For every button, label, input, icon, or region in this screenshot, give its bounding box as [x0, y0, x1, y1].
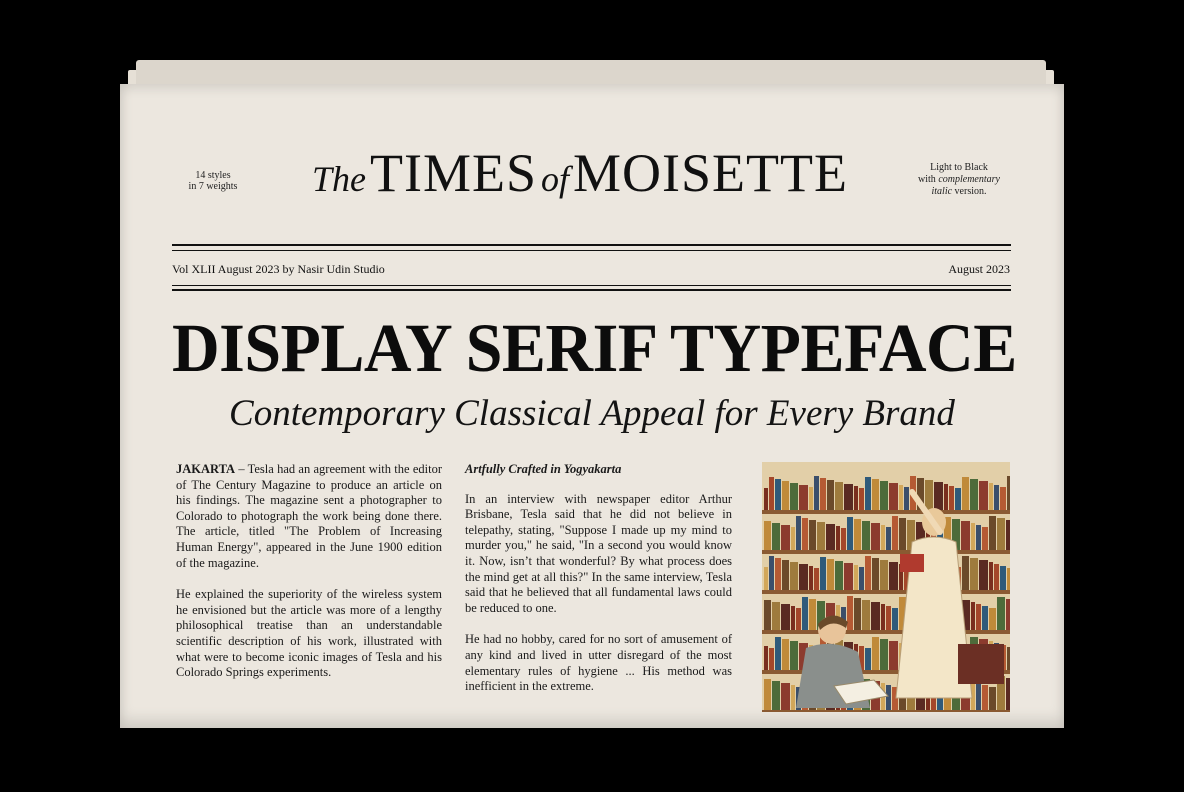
book-spine [971, 523, 975, 550]
book-spine [769, 648, 774, 670]
article-paragraph: In an interview with newspaper editor Arthur Brisbane, Tesla said that he did not believe in telepathy, stating, "Suppose I made up my mind to murder you," he said, "In a second you would know it. Now, isn’t that wonderful? By what process does the mind get at all this?" In the same interview, Tesla said that he believed that all fundamental laws could be reduced to one. [465, 491, 732, 615]
book-spine [989, 608, 996, 630]
book-spine [979, 481, 988, 510]
book-spine [865, 477, 871, 510]
book-spine [872, 479, 879, 510]
book-spine [859, 567, 864, 590]
book-spine [790, 483, 798, 510]
newspaper-page [120, 84, 1064, 728]
book-spine [764, 521, 771, 550]
book-spine [802, 518, 808, 550]
book-spine [820, 478, 826, 510]
book-spine [772, 681, 780, 710]
shelf-plank [762, 590, 1010, 594]
weight-range: Light to Black [930, 162, 988, 173]
book-spine [764, 646, 768, 670]
book-spine [764, 679, 771, 710]
book-spine [826, 524, 835, 550]
masthead-right-note [904, 162, 1014, 198]
weights-count: in 7 weights [188, 181, 238, 192]
book-spine [862, 521, 870, 550]
book-spine [764, 600, 771, 630]
book-spine [796, 516, 801, 550]
book-spine [772, 523, 780, 550]
book-spine [782, 481, 789, 510]
book-spine [949, 486, 954, 510]
dateline-place: JAKARTA [176, 462, 236, 476]
book-spine [1007, 647, 1010, 670]
bottom-double-rule-2 [172, 289, 1011, 291]
book-spine [799, 564, 808, 590]
masthead-left-note [178, 170, 248, 192]
book-spine [820, 557, 826, 590]
book-spine [862, 600, 870, 630]
book-spine [809, 520, 816, 550]
book-spine [790, 641, 798, 670]
with-text: with [918, 174, 939, 185]
book-spine [1006, 678, 1010, 710]
book-spine [880, 560, 888, 590]
stool [958, 644, 1004, 684]
complementary-text: complementary [938, 174, 1000, 185]
top-double-rule-1 [172, 244, 1011, 246]
paragraph-text: – Tesla had an agreement with the editor of The Century Magazine to produce an article on his findings. The magazine sent a photographer to Colorado to photograph the work being done there. The article, titled "The Problem of Increasing Human Energy", appeared in the June 1900 edition of the magazine. [176, 462, 442, 570]
book-spine [775, 479, 781, 510]
book-spine [976, 604, 981, 630]
book-spine [772, 602, 780, 630]
book-spine [854, 565, 858, 590]
book-spine [925, 480, 933, 510]
book-spine [886, 527, 891, 550]
book-spine [1007, 476, 1010, 510]
book-spine [865, 556, 871, 590]
book-spine [994, 485, 999, 510]
volume-dateline: Vol XLII August 2023 by Nasir Udin Studio [172, 262, 385, 276]
book-spine [971, 602, 975, 630]
subheadline: Contemporary Classical Appeal for Every Brand [229, 393, 955, 434]
book-spine [989, 562, 993, 590]
masthead-times: TIMES [370, 143, 537, 203]
styles-count: 14 styles [195, 170, 231, 181]
book-spine [809, 487, 813, 510]
shelf-plank [762, 710, 1010, 712]
book-spine [844, 563, 853, 590]
book-spine [854, 486, 858, 510]
book-spine [899, 518, 906, 550]
book-spine [997, 518, 1005, 550]
book-spine [859, 488, 864, 510]
shelf-plank [762, 510, 1010, 514]
book-spine [1007, 568, 1010, 590]
book-spine [872, 558, 879, 590]
article-paragraph: He had no hobby, cared for no sort of amusement of any kind and lived in utter disregard of the most elementary rules of hygiene ... His method was inefficient in the extreme. [465, 632, 732, 694]
book-spine [791, 606, 795, 630]
masthead-moisette: MOISETTE [573, 143, 848, 203]
book-spine [835, 482, 843, 510]
library-illustration-svg [762, 462, 1010, 712]
book-spine [881, 604, 885, 630]
book-spine [934, 482, 943, 510]
article-column-1 [176, 462, 442, 697]
book-spine [976, 683, 981, 710]
library-illustration [762, 462, 1010, 712]
masthead-the: The [312, 159, 366, 199]
issue-date: August 2023 [948, 262, 1010, 276]
book-spine [835, 561, 843, 590]
book-spine [962, 477, 969, 510]
version-text: version. [952, 186, 987, 197]
book-spine [904, 487, 909, 510]
column-kicker: Artfully Crafted in Yogyakarta [465, 462, 622, 476]
book-spine [827, 559, 834, 590]
book-spine [976, 525, 981, 550]
book-spine [889, 562, 898, 590]
book-spine [886, 606, 891, 630]
masthead-title [270, 142, 890, 204]
book-spine [799, 485, 808, 510]
book-spine [814, 568, 819, 590]
book-spine [982, 685, 988, 710]
top-double-rule-2 [172, 250, 1011, 251]
book-spine [989, 687, 996, 710]
article-column-2 [465, 462, 732, 711]
italic-version-line [904, 186, 1014, 198]
book-spine [872, 637, 879, 670]
book-spine [889, 483, 898, 510]
italic-note-line [904, 174, 1014, 186]
headline: DISPLAY SERIF TYPEFACE [172, 310, 1017, 387]
book-spine [982, 527, 988, 550]
book-spine [769, 556, 774, 590]
book-spine [814, 476, 819, 510]
book-spine [886, 685, 891, 710]
book-spine [854, 519, 861, 550]
shelf-plank [762, 630, 1010, 634]
book-spine [841, 528, 846, 550]
book-spine [881, 525, 885, 550]
book-spine [782, 639, 789, 670]
book-spine [892, 608, 898, 630]
book-spine [827, 480, 834, 510]
book-spine [982, 606, 988, 630]
book-spine [899, 485, 903, 510]
book-spine [880, 481, 888, 510]
bottom-double-rule-1 [172, 285, 1011, 286]
book-spine [989, 516, 996, 550]
book-spine [791, 527, 795, 550]
article-paragraph [176, 462, 442, 571]
book-spine [961, 521, 970, 550]
girl-held-book [900, 554, 924, 572]
book-spine [994, 564, 999, 590]
book-spine [796, 608, 801, 630]
book-spine [970, 479, 978, 510]
book-spine [764, 488, 768, 510]
book-spine [809, 566, 813, 590]
book-spine [892, 516, 898, 550]
masthead-of: of [541, 159, 570, 199]
book-spine [775, 558, 781, 590]
book-spine [865, 648, 871, 670]
book-spine [847, 596, 853, 630]
italic-text: italic [931, 186, 953, 197]
book-spine [997, 597, 1005, 630]
book-spine [781, 525, 790, 550]
book-spine [944, 484, 948, 510]
article-paragraph: He explained the superiority of the wireless system he envisioned but the article was more of a lengthy philosophical treatise than an understandable scientific description of his work, illustrated with what were to become iconic images of Tesla and his Colorado Springs experiments. [176, 587, 442, 680]
book-spine [809, 599, 816, 630]
book-spine [880, 639, 888, 670]
book-spine [871, 523, 880, 550]
book-spine [781, 604, 790, 630]
book-spine [781, 683, 790, 710]
book-spine [769, 477, 774, 510]
book-spine [854, 598, 861, 630]
book-spine [775, 637, 781, 670]
book-spine [1006, 520, 1010, 550]
book-spine [847, 517, 853, 550]
book-spine [1006, 599, 1010, 630]
book-spine [955, 488, 961, 510]
book-spine [764, 567, 768, 590]
book-spine [889, 641, 898, 670]
book-spine [817, 522, 825, 550]
book-spine [970, 558, 978, 590]
book-spine [962, 556, 969, 590]
book-spine [802, 597, 808, 630]
book-spine [790, 562, 798, 590]
shelf-plank [762, 550, 1010, 554]
book-spine [1000, 487, 1006, 510]
book-spine [1000, 566, 1006, 590]
book-spine [871, 602, 880, 630]
book-spine [791, 685, 795, 710]
book-spine [844, 484, 853, 510]
book-spine [782, 560, 789, 590]
book-spine [836, 526, 840, 550]
book-spine [989, 483, 993, 510]
book-spine [979, 560, 988, 590]
